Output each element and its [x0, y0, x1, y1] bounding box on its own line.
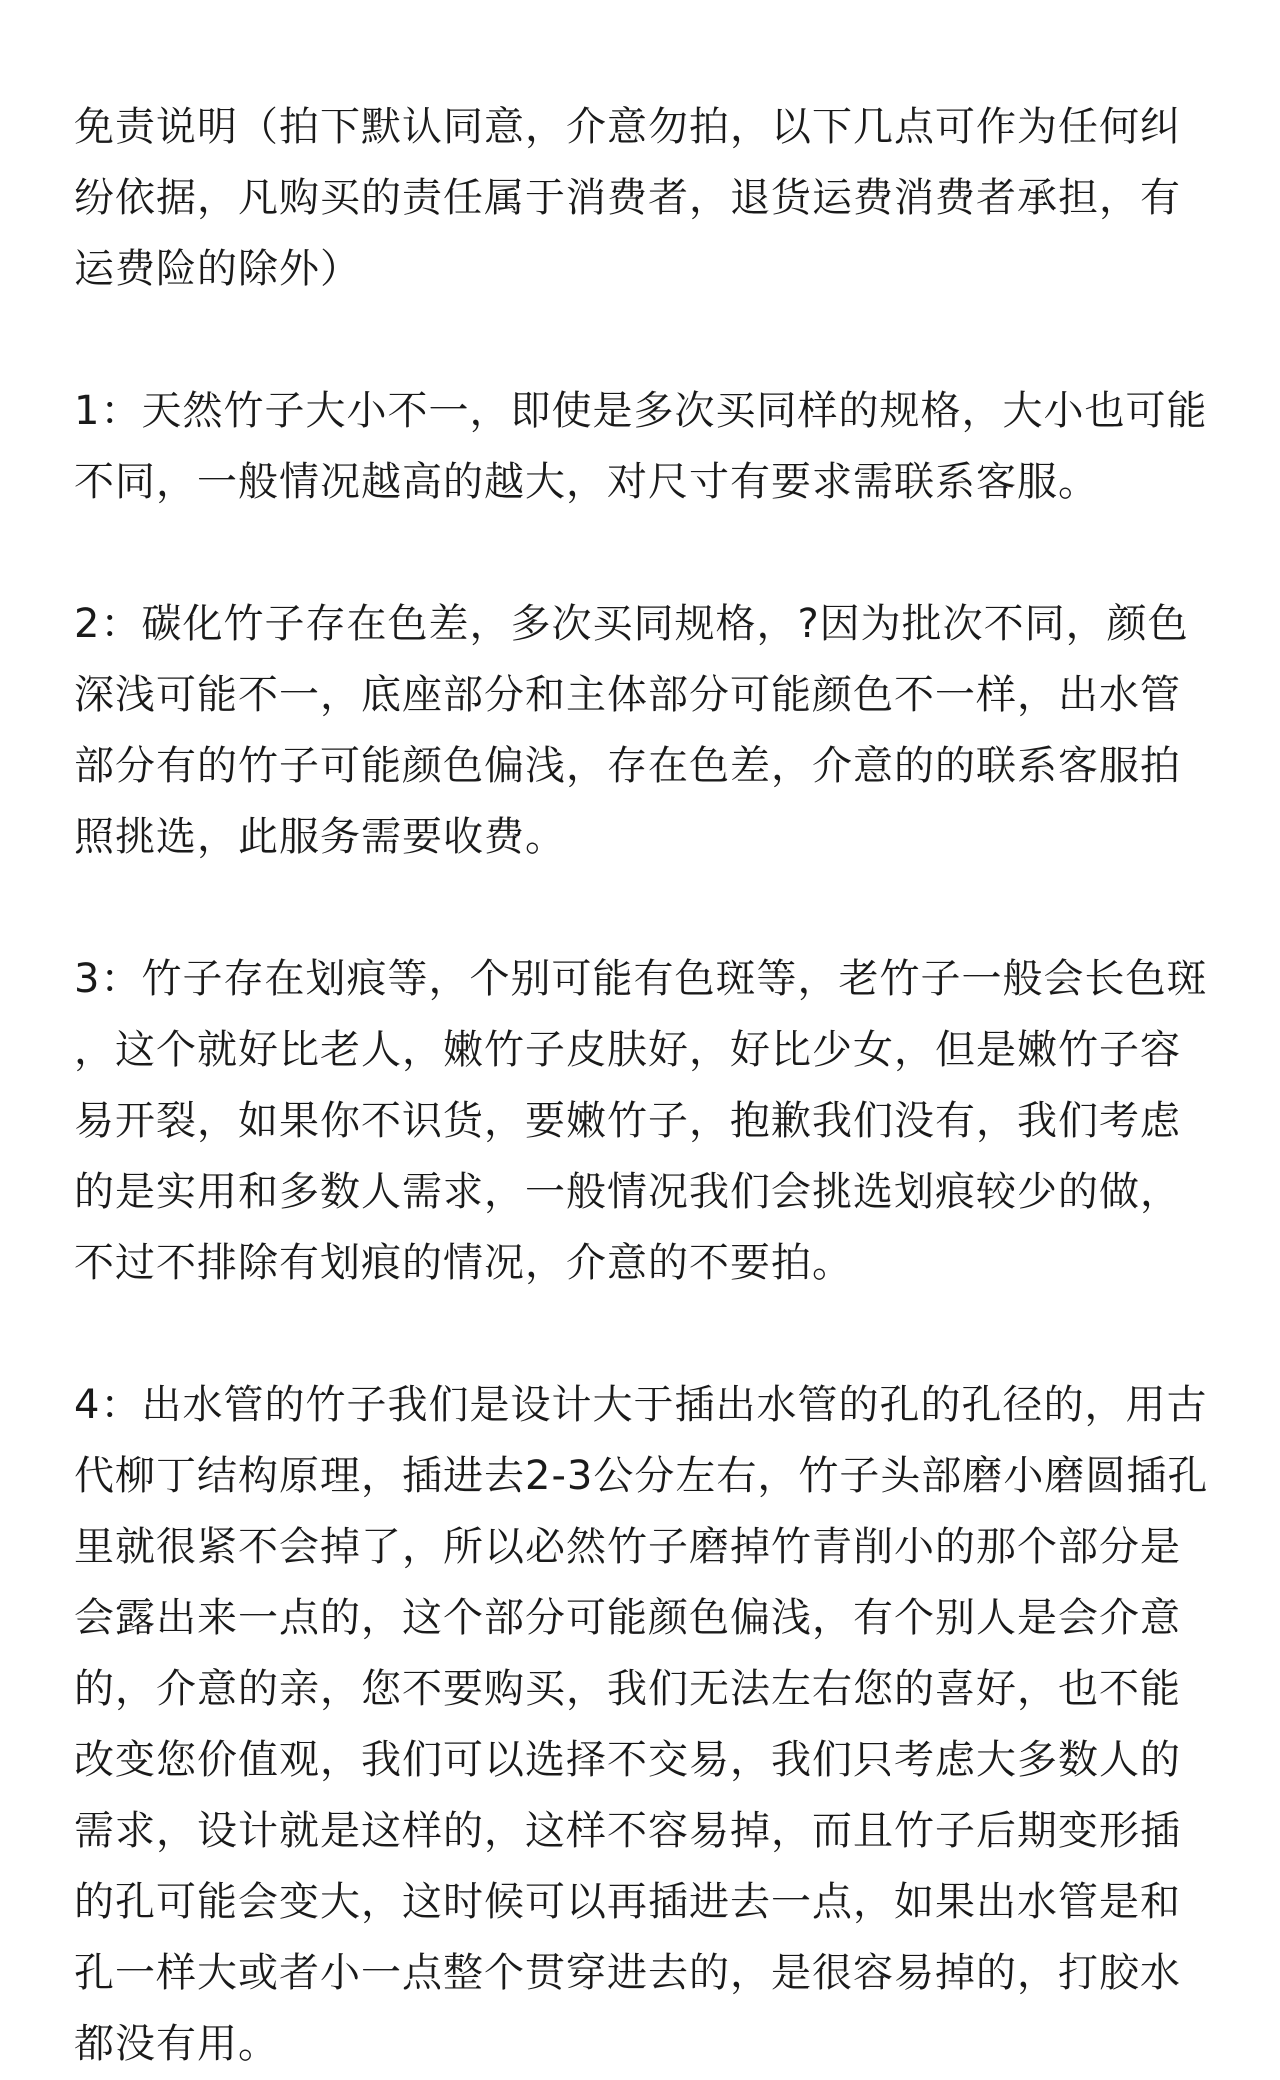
disclaimer-item-1: 1：天然竹子大小不一，即使是多次买同样的规格，大小也可能 不同，一般情况越高的越大，对尺寸有要求需联系客服。: [74, 388, 1208, 505]
disclaimer-document: [74, 92, 1214, 2080]
disclaimer-intro: 免责说明（拍下默认同意，介意勿拍，以下几点可作为任何纠 纷依据，凡购买的责任属于消费者，退货运费消费者承担，有 运费险的除外）: [74, 104, 1181, 292]
disclaimer-item-4: 4：出水管的竹子我们是设计大于插出水管的孔的孔径的，用古 代柳丁结构原理，插进去2-3公分左右，竹子头部磨小磨圆插孔 里就很紧不会掉了，所以必然竹子磨掉竹青削小的那个部分是 会露出来一点的，这个部分可能颜色偏浅，有个别人是会介意 的，介意的亲，您不要购买，我们无法左右您的喜好，也不能 改变您价值观，我们可以选择不交易，我们只考虑大多数人的 需求，设计就是这样的，这样不容易掉，而且竹子后期变形插 的孔可能会变大，这时候可以再插进去一点，如果出水管是和 孔一样大或者小一点整个贯穿进去的，是很容易掉的，打胶水 都没有用。: [74, 1382, 1209, 2067]
disclaimer-item-2: 2：碳化竹子存在色差，多次买同规格，?因为批次不同，颜色 深浅可能不一，底座部分和主体部分可能颜色不一样，出水管 部分有的竹子可能颜色偏浅，存在色差，介意的的联系客服拍 照挑选，此服务需要收费。: [74, 601, 1189, 860]
paragraph-spacer: [74, 518, 1214, 589]
paragraph-spacer: [74, 305, 1214, 376]
paragraph-spacer: [74, 1299, 1214, 1370]
disclaimer-item-3: 3：竹子存在划痕等，个别可能有色斑等，老竹子一般会长色斑 ，这个就好比老人，嫩竹子皮肤好，好比少女，但是嫩竹子容 易开裂，如果你不识货，要嫩竹子，抱歉我们没有，我们考虑 的是实用和多数人需求，一般情况我们会挑选划痕较少的做， 不过不排除有划痕的情况，介意的不要拍。: [74, 956, 1208, 1286]
paragraph-spacer: [74, 873, 1214, 944]
